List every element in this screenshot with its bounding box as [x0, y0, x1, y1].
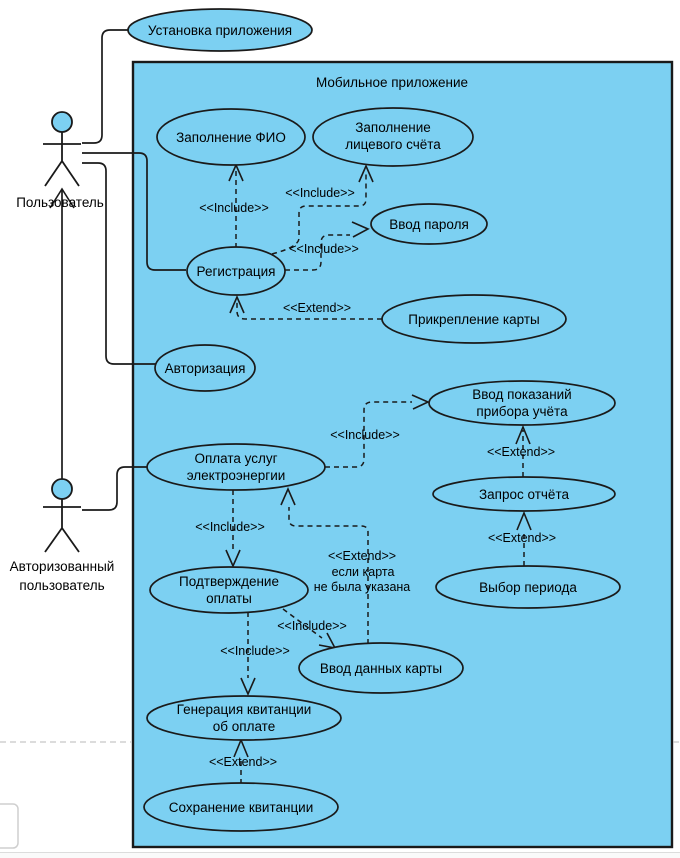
- authorization-label: Авторизация: [164, 361, 246, 376]
- stereotype-include-confirm-payment: <<Include>>: [195, 520, 265, 534]
- actor-user-body-icon: [43, 132, 81, 186]
- use-case-fill-name[interactable]: [157, 109, 305, 165]
- use-case-enter-password[interactable]: [371, 204, 487, 244]
- pay-electricity-label-line2: электроэнергии: [186, 468, 286, 483]
- enter-password-label: Ввод пароля: [389, 217, 469, 232]
- select-period-label: Выбор периода: [479, 580, 577, 595]
- stereotype-include-enter-readings: <<Include>>: [330, 428, 400, 442]
- actor-user[interactable]: [16, 112, 104, 210]
- pay-electricity-label-line1: Оплата услуг: [194, 451, 278, 466]
- stereotype-extend-select-period: <<Extend>>: [487, 531, 557, 545]
- stereotype-extend-card-condition-title: <<Extend>>: [327, 549, 397, 563]
- stereotype-include-fill-name: <<Include>>: [199, 201, 269, 215]
- use-case-pay-electricity[interactable]: [147, 444, 325, 490]
- stereotype-include-generate-receipt: <<Include>>: [220, 644, 290, 658]
- stereotype-include-enter-card-data: <<Include>>: [277, 619, 347, 633]
- generate-receipt-label-line2: об оплате: [212, 719, 276, 734]
- association-user-install-app: [82, 30, 128, 143]
- generate-receipt-label-line1: Генерация квитанции: [176, 702, 312, 717]
- enter-meter-readings-label-line2: прибора учёта: [476, 404, 568, 419]
- stereotype-extend-card-condition-line2: не была указана: [313, 580, 411, 594]
- enter-card-data-label: Ввод данных карты: [319, 661, 443, 676]
- fill-name-label: Заполнение ФИО: [176, 130, 286, 145]
- use-case-select-period[interactable]: [436, 566, 620, 608]
- registration-label: Регистрация: [196, 264, 276, 279]
- request-report-label: Запрос отчёта: [479, 487, 569, 502]
- use-case-fill-account[interactable]: [313, 108, 473, 166]
- use-case-enter-meter-readings[interactable]: [429, 381, 615, 425]
- stereotype-extend-card-condition-line1: если карта: [331, 565, 395, 579]
- stereotype-include-enter-password: <<Include>>: [289, 242, 359, 256]
- panel-card[interactable]: [0, 804, 18, 848]
- stereotype-extend-attach-card: <<Extend>>: [282, 301, 352, 315]
- use-case-attach-card[interactable]: [382, 295, 566, 343]
- stereotype-extend-request-report: <<Extend>>: [486, 445, 556, 459]
- actor-authorized-user-head-icon: [52, 479, 72, 499]
- attach-card-label: Прикрепление карты: [408, 312, 540, 327]
- confirm-payment-label-line1: Подтверждение: [179, 574, 279, 589]
- fill-account-label-line1: Заполнение: [355, 120, 431, 135]
- actor-user-head-icon: [52, 112, 72, 132]
- fill-account-label-line2: лицевого счёта: [345, 137, 441, 152]
- stereotype-include-fill-account: <<Include>>: [285, 186, 355, 200]
- use-case-save-receipt[interactable]: [144, 783, 338, 831]
- use-case-generate-receipt[interactable]: [147, 696, 341, 740]
- page-bottom-strip: [0, 853, 680, 858]
- actor-authorized-user-label-line2: пользователь: [19, 578, 105, 593]
- install-app-label: Установка приложения: [147, 23, 293, 38]
- use-case-registration[interactable]: [187, 247, 285, 295]
- save-receipt-label: Сохранение квитанции: [168, 800, 314, 815]
- use-case-enter-card-data[interactable]: [299, 643, 463, 693]
- use-case-install-app[interactable]: [128, 9, 312, 51]
- actor-authorized-user-body-icon: [43, 499, 81, 552]
- use-case-authorization[interactable]: [155, 345, 255, 391]
- actor-authorized-user-label-line1: Авторизованный: [9, 559, 115, 574]
- actor-authorized-user[interactable]: [10, 479, 115, 593]
- stereotype-extend-save-receipt: <<Extend>>: [208, 755, 278, 769]
- confirm-payment-label-line2: оплаты: [206, 591, 252, 606]
- use-case-request-report[interactable]: [433, 477, 615, 511]
- enter-meter-readings-label-line1: Ввод показаний: [472, 387, 572, 402]
- system-boundary-title: Мобильное приложение: [315, 75, 469, 90]
- use-case-confirm-payment[interactable]: [150, 567, 308, 613]
- actor-user-label: Пользователь: [16, 195, 104, 210]
